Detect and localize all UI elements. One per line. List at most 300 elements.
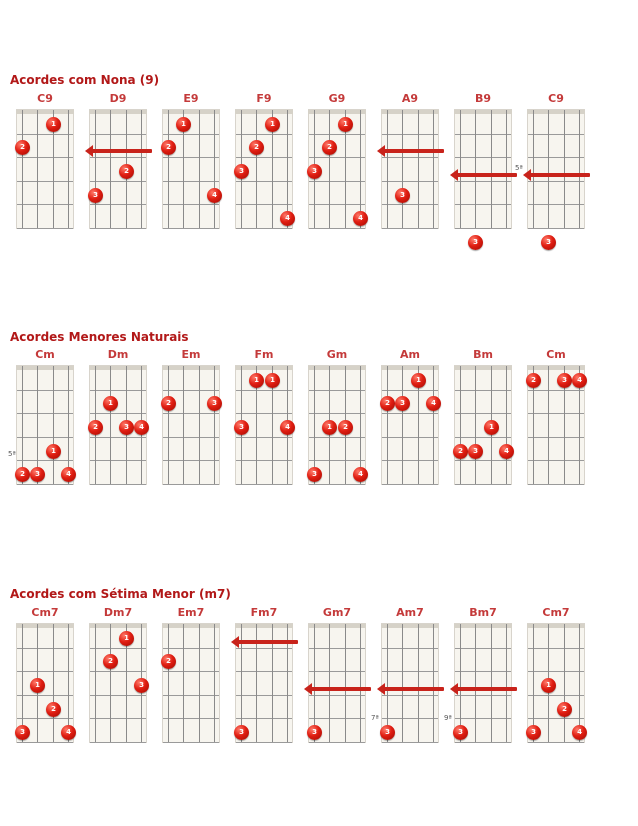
fret-line [163, 671, 219, 672]
nut [235, 110, 293, 114]
fretboard [528, 366, 584, 484]
fret-line [236, 228, 292, 229]
fret-position-label: 9ª [444, 714, 452, 722]
chord-diagram [12, 92, 78, 232]
chord-name: Cm [35, 348, 55, 361]
fret-line [528, 484, 584, 485]
fretboard [382, 624, 438, 742]
string-line [214, 624, 215, 742]
fret-line [309, 437, 365, 438]
fret-line [236, 742, 292, 743]
finger-dot: 4 [353, 211, 368, 226]
fret-line [236, 157, 292, 158]
chord-diagram [523, 348, 589, 488]
fret-line [528, 437, 584, 438]
finger-dot: 3 [307, 467, 322, 482]
nut [527, 110, 585, 114]
finger-dot: 1 [249, 373, 264, 388]
fret-line [528, 228, 584, 229]
barre-arrow [238, 640, 298, 644]
fret-line [236, 484, 292, 485]
finger-dot: 1 [30, 678, 45, 693]
finger-dot: 3 [119, 420, 134, 435]
fret-line [528, 390, 584, 391]
string-line [387, 110, 388, 228]
fret-line [236, 460, 292, 461]
nut [89, 624, 147, 628]
fret-line [455, 671, 511, 672]
nut [89, 110, 147, 114]
chord-diagram [12, 606, 78, 746]
fret-line [455, 484, 511, 485]
fretboard [236, 624, 292, 742]
string-line [564, 624, 565, 742]
finger-dot: 4 [572, 725, 587, 740]
fret-line [90, 460, 146, 461]
nut [454, 110, 512, 114]
finger-dot: 4 [280, 211, 295, 226]
finger-dot: 4 [207, 188, 222, 203]
fret-line [236, 204, 292, 205]
chord-diagram [231, 92, 297, 232]
fret-line [455, 134, 511, 135]
string-line [37, 110, 38, 228]
chord-name: Dm7 [103, 606, 133, 619]
chord-diagram [450, 348, 516, 488]
finger-dot: 3 [307, 725, 322, 740]
barre-arrow [457, 687, 517, 691]
finger-dot: 3 [380, 725, 395, 740]
string-line [360, 624, 361, 742]
finger-dot: 1 [484, 420, 499, 435]
chord-diagram [304, 606, 370, 746]
nut [89, 366, 147, 370]
chord-diagram [158, 606, 224, 746]
string-line [387, 366, 388, 484]
finger-dot: 1 [322, 420, 337, 435]
string-line [475, 110, 476, 228]
fret-position-label: 5ª [515, 164, 523, 172]
chord-name: Cm7 [542, 606, 570, 619]
string-line [460, 110, 461, 228]
string-line [475, 366, 476, 484]
chord-diagram [444, 606, 516, 746]
finger-dot: 2 [380, 396, 395, 411]
finger-dot: 2 [103, 654, 118, 669]
finger-dot: 2 [249, 140, 264, 155]
fretboard [17, 366, 73, 484]
string-line [418, 110, 419, 228]
fret-line [528, 718, 584, 719]
finger-dot: 3 [88, 188, 103, 203]
fretboard [90, 366, 146, 484]
fret-line [382, 718, 438, 719]
fretboard [455, 624, 511, 742]
fret-line [17, 437, 73, 438]
finger-dot: 3 [395, 188, 410, 203]
fretboard [17, 624, 73, 742]
string-line [564, 110, 565, 228]
nut [454, 366, 512, 370]
section-title-setima-menor: Acordes com Sétima Menor (m7) [10, 587, 231, 601]
finger-dot: 3 [134, 678, 149, 693]
fret-line [528, 157, 584, 158]
fret-line [17, 413, 73, 414]
string-line [199, 366, 200, 484]
string-line [433, 624, 434, 742]
fret-line [528, 413, 584, 414]
string-line [345, 624, 346, 742]
chord-name: E9 [183, 92, 199, 105]
fret-line [163, 484, 219, 485]
fret-line [382, 413, 438, 414]
barre-arrow [311, 687, 371, 691]
finger-dot: 2 [15, 140, 30, 155]
fret-line [528, 204, 584, 205]
finger-dot: 3 [234, 725, 249, 740]
fret-line [309, 228, 365, 229]
finger-dot: 4 [134, 420, 149, 435]
fret-line [90, 134, 146, 135]
fret-line [163, 648, 219, 649]
fretboard [309, 366, 365, 484]
nut [162, 366, 220, 370]
fret-line [309, 718, 365, 719]
finger-dot: 2 [161, 140, 176, 155]
fret-line [382, 695, 438, 696]
string-line [418, 624, 419, 742]
fret-line [163, 157, 219, 158]
finger-dot: 1 [338, 117, 353, 132]
finger-dot: 4 [280, 420, 295, 435]
barre-arrow [530, 173, 590, 177]
fret-line [163, 181, 219, 182]
fret-line [382, 157, 438, 158]
fret-line [90, 437, 146, 438]
fretboard [17, 110, 73, 228]
fret-line [455, 157, 511, 158]
chord-name: Gm [326, 348, 348, 361]
fret-line [236, 695, 292, 696]
string-line [199, 624, 200, 742]
finger-dot: 2 [46, 702, 61, 717]
chord-name: Am7 [396, 606, 424, 619]
fret-line [236, 390, 292, 391]
fret-line [382, 648, 438, 649]
string-line [53, 624, 54, 742]
barre-arrow [92, 149, 152, 153]
chord-diagram [8, 348, 78, 488]
string-line [402, 110, 403, 228]
nut [381, 110, 439, 114]
string-line [168, 624, 169, 742]
chord-name: C9 [548, 92, 564, 105]
fret-line [309, 648, 365, 649]
finger-dot: 3 [557, 373, 572, 388]
chord-name: Bm7 [469, 606, 497, 619]
fret-line [309, 181, 365, 182]
finger-dot: 3 [234, 164, 249, 179]
string-line [506, 110, 507, 228]
chord-diagram [377, 92, 443, 232]
fretboard [236, 366, 292, 484]
fret-line [309, 671, 365, 672]
chord-name: Em7 [177, 606, 205, 619]
nut [162, 624, 220, 628]
finger-dot: 1 [119, 631, 134, 646]
fret-line [236, 648, 292, 649]
chord-diagram [371, 606, 443, 746]
fret-line [163, 460, 219, 461]
fret-line [382, 181, 438, 182]
fretboard [382, 366, 438, 484]
finger-dot: 1 [176, 117, 191, 132]
fretboard [455, 110, 511, 246]
fret-line [17, 157, 73, 158]
chord-diagram [304, 348, 370, 488]
fret-line [455, 390, 511, 391]
fret-line [455, 460, 511, 461]
string-line [22, 110, 23, 228]
finger-dot: 1 [265, 117, 280, 132]
chord-name: G9 [328, 92, 346, 105]
fret-line [17, 742, 73, 743]
nut [381, 624, 439, 628]
barre-arrow [384, 687, 444, 691]
finger-dot: 2 [119, 164, 134, 179]
fret-line [382, 742, 438, 743]
finger-dot: 1 [46, 117, 61, 132]
fret-line [382, 437, 438, 438]
section-title-menores: Acordes Menores Naturais [10, 330, 189, 344]
string-line [214, 110, 215, 228]
chord-diagram [85, 348, 151, 488]
finger-dot: 2 [161, 654, 176, 669]
fret-line [90, 157, 146, 158]
fretboard [90, 110, 146, 228]
nut [16, 624, 74, 628]
fret-line [236, 134, 292, 135]
fret-line [382, 204, 438, 205]
chord-name: F9 [256, 92, 272, 105]
string-line [433, 110, 434, 228]
fret-line [90, 390, 146, 391]
fret-line [528, 695, 584, 696]
fret-line [163, 695, 219, 696]
fret-line [528, 671, 584, 672]
fret-line [528, 134, 584, 135]
nut [527, 624, 585, 628]
fret-line [163, 390, 219, 391]
fretboard [382, 110, 438, 228]
chord-diagram [231, 348, 297, 488]
fret-line [236, 437, 292, 438]
nut [308, 110, 366, 114]
fret-line [90, 181, 146, 182]
finger-dot: 3 [468, 444, 483, 459]
string-line [548, 366, 549, 484]
string-line [95, 624, 96, 742]
string-line [68, 110, 69, 228]
fret-line [163, 437, 219, 438]
string-line [183, 624, 184, 742]
string-line [475, 624, 476, 742]
section-title-nona: Acordes com Nona (9) [10, 73, 160, 87]
fret-line [163, 742, 219, 743]
finger-dot: 3 [207, 396, 222, 411]
chord-diagram [523, 606, 589, 746]
finger-dot: 3 [395, 396, 410, 411]
fret-position-label: 7ª [371, 714, 379, 722]
fret-line [528, 742, 584, 743]
fretboard [528, 110, 584, 246]
fret-line [90, 742, 146, 743]
fret-line [17, 671, 73, 672]
string-line [183, 366, 184, 484]
finger-dot: 4 [61, 725, 76, 740]
fret-line [309, 204, 365, 205]
chord-diagram [231, 606, 297, 746]
finger-dot: 1 [103, 396, 118, 411]
fret-line [455, 718, 511, 719]
fret-line [455, 648, 511, 649]
finger-dot: 2 [15, 467, 30, 482]
finger-dot: 4 [572, 373, 587, 388]
fret-line [309, 460, 365, 461]
finger-dot: 2 [338, 420, 353, 435]
string-line [506, 624, 507, 742]
fret-line [17, 134, 73, 135]
fretboard [90, 624, 146, 742]
string-line [329, 624, 330, 742]
fret-line [17, 181, 73, 182]
fret-line [17, 695, 73, 696]
chord-name: Fm7 [250, 606, 278, 619]
finger-dot: 2 [526, 373, 541, 388]
finger-dot: 3 [541, 235, 556, 250]
nut [527, 366, 585, 370]
fret-line [17, 228, 73, 229]
finger-dot: 2 [88, 420, 103, 435]
fretboard [163, 110, 219, 228]
chord-name: C9 [37, 92, 53, 105]
finger-dot: 2 [557, 702, 572, 717]
finger-dot: 3 [15, 725, 30, 740]
barre-arrow [457, 173, 517, 177]
finger-dot: 3 [526, 725, 541, 740]
fret-line [17, 718, 73, 719]
finger-dot: 4 [61, 467, 76, 482]
finger-dot: 4 [499, 444, 514, 459]
chord-name: B9 [474, 92, 492, 105]
chord-diagram [158, 348, 224, 488]
finger-dot: 4 [426, 396, 441, 411]
barre-arrow [384, 149, 444, 153]
fret-line [163, 413, 219, 414]
fret-line [309, 742, 365, 743]
chord-name: Em [181, 348, 201, 361]
string-line [168, 110, 169, 228]
fret-line [236, 718, 292, 719]
chord-name: Am [400, 348, 420, 361]
nut [235, 366, 293, 370]
fret-line [455, 695, 511, 696]
fretboard [163, 366, 219, 484]
finger-dot: 1 [411, 373, 426, 388]
nut [454, 624, 512, 628]
fret-line [17, 390, 73, 391]
string-line [491, 110, 492, 228]
string-line [533, 110, 534, 228]
fret-line [382, 671, 438, 672]
fret-line [236, 671, 292, 672]
finger-dot: 3 [453, 725, 468, 740]
chord-diagram [85, 92, 151, 232]
fret-line [309, 413, 365, 414]
fret-line [90, 484, 146, 485]
fret-line [528, 181, 584, 182]
fret-line [382, 484, 438, 485]
string-line [95, 110, 96, 228]
finger-dot: 2 [161, 396, 176, 411]
chord-diagram [377, 348, 443, 488]
fret-line [17, 648, 73, 649]
string-line [53, 366, 54, 484]
finger-dot: 3 [468, 235, 483, 250]
chord-diagram [523, 92, 589, 246]
fret-line [163, 718, 219, 719]
fret-line [382, 134, 438, 135]
fret-line [309, 134, 365, 135]
fret-line [309, 484, 365, 485]
fret-line [382, 390, 438, 391]
chord-name: Fm [254, 348, 274, 361]
string-line [548, 110, 549, 228]
chord-diagram [85, 606, 151, 746]
fretboard [163, 624, 219, 742]
fret-line [455, 413, 511, 414]
fretboard [309, 624, 365, 742]
fret-line [528, 648, 584, 649]
nut [162, 110, 220, 114]
chord-name: D9 [109, 92, 127, 105]
string-line [168, 366, 169, 484]
fret-line [90, 204, 146, 205]
nut [16, 366, 74, 370]
string-line [256, 110, 257, 228]
fret-line [455, 181, 511, 182]
finger-dot: 4 [353, 467, 368, 482]
finger-dot: 1 [265, 373, 280, 388]
chord-name: Cm7 [31, 606, 59, 619]
fretboard [528, 624, 584, 742]
fret-line [90, 228, 146, 229]
fret-line [90, 695, 146, 696]
finger-dot: 3 [30, 467, 45, 482]
fret-line [90, 671, 146, 672]
fret-line [236, 181, 292, 182]
string-line [460, 366, 461, 484]
fret-line [17, 204, 73, 205]
string-line [199, 110, 200, 228]
nut [308, 366, 366, 370]
fret-line [309, 157, 365, 158]
fret-line [455, 437, 511, 438]
finger-dot: 1 [46, 444, 61, 459]
chord-diagram [304, 92, 370, 232]
chord-diagram [158, 92, 224, 232]
string-line [491, 624, 492, 742]
